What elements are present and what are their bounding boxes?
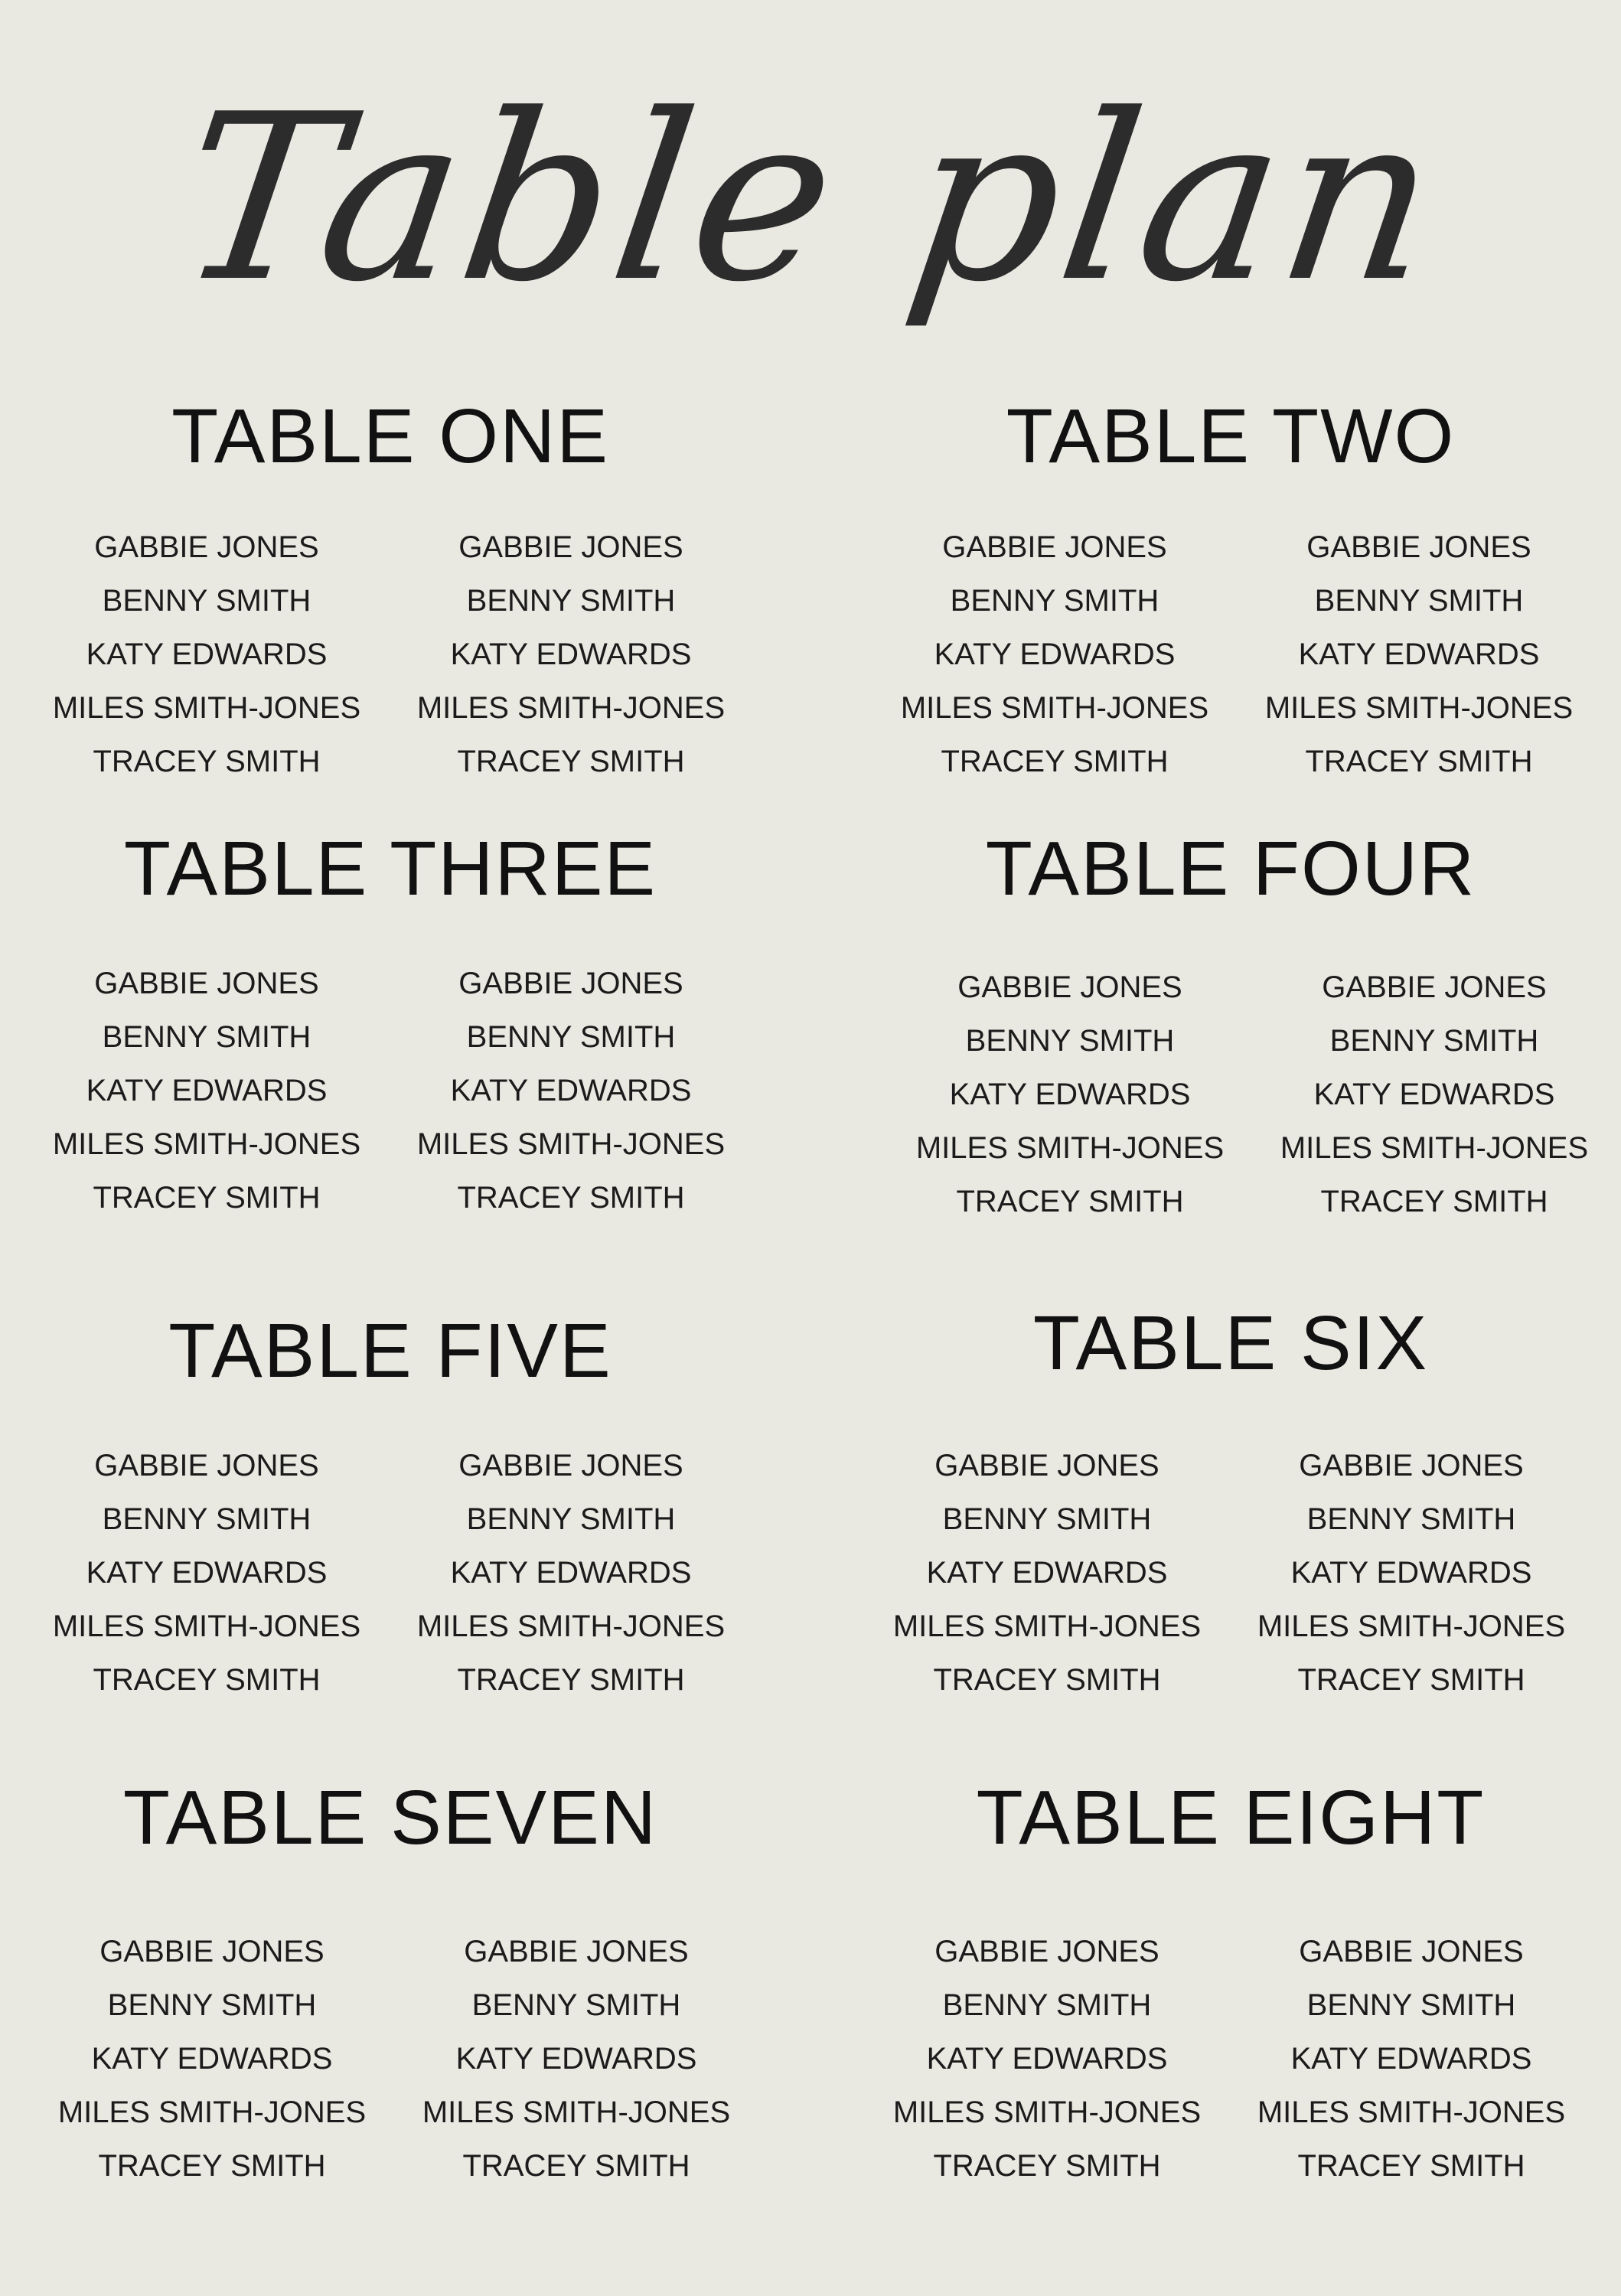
guest-name: KATY EDWARDS (926, 1556, 1168, 1590)
guest-name: KATY EDWARDS (1290, 2042, 1532, 2076)
guest-name: BENNY SMITH (466, 1502, 676, 1536)
guest-column-right (389, 520, 753, 788)
guest-name: BENNY SMITH (965, 1024, 1175, 1058)
guest-column-left (865, 1925, 1229, 2193)
guest-name: MILES SMITH-JONES (416, 691, 726, 725)
guest-name: GABBIE JONES (1299, 1449, 1524, 1482)
guest-name: BENNY SMITH (942, 1988, 1152, 2022)
guest-name: KATY EDWARDS (450, 638, 692, 671)
guest-name: GABBIE JONES (957, 970, 1182, 1004)
guest-column-left (865, 1439, 1229, 1707)
guest-name: MILES SMITH-JONES (416, 1609, 726, 1643)
table-block (8, 1305, 773, 1718)
guest-name: TRACEY SMITH (933, 1663, 1161, 1697)
guest-name: MILES SMITH-JONES (422, 2095, 731, 2129)
guest-name: BENNY SMITH (1329, 1024, 1539, 1058)
guest-name: GABBIE JONES (94, 530, 319, 564)
guest-column-left (888, 960, 1252, 1228)
guest-name: GABBIE JONES (934, 1449, 1159, 1482)
guest-name: MILES SMITH-JONES (900, 691, 1209, 725)
guest-column-left (24, 1439, 389, 1707)
table-heading: TABLE SEVEN (122, 1775, 658, 1861)
table-heading: TABLE FIVE (168, 1308, 612, 1394)
guest-name: BENNY SMITH (942, 1502, 1152, 1536)
guest-name: MILES SMITH-JONES (52, 1609, 361, 1643)
guest-name: TRACEY SMITH (457, 1663, 685, 1697)
guest-name: BENNY SMITH (1306, 1988, 1516, 2022)
guest-name: GABBIE JONES (99, 1935, 325, 1968)
table-heading: TABLE ONE (171, 393, 609, 479)
guest-column-right (1229, 1439, 1593, 1707)
guest-name: MILES SMITH-JONES (915, 1131, 1225, 1165)
guest-name: TRACEY SMITH (1305, 745, 1533, 778)
guest-name: TRACEY SMITH (98, 2149, 326, 2183)
guest-name: GABBIE JONES (458, 1449, 683, 1482)
guest-name: GABBIE JONES (94, 967, 319, 1000)
guest-column-left (872, 520, 1237, 788)
guest-name: MILES SMITH-JONES (892, 2095, 1202, 2129)
table-heading: TABLE TWO (1006, 393, 1456, 479)
guest-name: BENNY SMITH (1306, 1502, 1516, 1536)
guest-name: BENNY SMITH (102, 1502, 311, 1536)
guest-name: GABBIE JONES (1306, 530, 1531, 564)
guest-name: TRACEY SMITH (933, 2149, 1161, 2183)
table-heading: TABLE FOUR (985, 826, 1476, 912)
guest-name: KATY EDWARDS (455, 2042, 697, 2076)
guest-name: KATY EDWARDS (86, 638, 328, 671)
guest-column-right (389, 1439, 753, 1707)
table-heading: TABLE SIX (1032, 1300, 1429, 1386)
guest-column-right (389, 957, 753, 1225)
guest-column-right (1229, 1925, 1593, 2193)
guest-name: TRACEY SMITH (457, 745, 685, 778)
guest-name: TRACEY SMITH (93, 1181, 321, 1215)
guest-name: KATY EDWARDS (450, 1074, 692, 1107)
table-heading: TABLE EIGHT (976, 1775, 1486, 1861)
guest-name: BENNY SMITH (950, 584, 1159, 618)
guest-name: GABBIE JONES (1299, 1935, 1524, 1968)
guest-name: TRACEY SMITH (457, 1181, 685, 1215)
guest-column-left (24, 520, 389, 788)
guest-name: TRACEY SMITH (1320, 1185, 1548, 1218)
guest-name: KATY EDWARDS (91, 2042, 333, 2076)
guest-name: MILES SMITH-JONES (1280, 1131, 1589, 1165)
guest-name: KATY EDWARDS (86, 1074, 328, 1107)
guest-name: KATY EDWARDS (1313, 1078, 1555, 1111)
guest-name: KATY EDWARDS (949, 1078, 1191, 1111)
guest-name: KATY EDWARDS (926, 2042, 1168, 2076)
table-heading: TABLE THREE (123, 826, 657, 912)
guest-name: KATY EDWARDS (450, 1556, 692, 1590)
guest-name: MILES SMITH-JONES (1257, 1609, 1566, 1643)
guest-name: TRACEY SMITH (462, 2149, 690, 2183)
guest-name: GABBIE JONES (1322, 970, 1547, 1004)
guest-name: TRACEY SMITH (956, 1185, 1184, 1218)
guest-name: BENNY SMITH (466, 1020, 676, 1054)
table-block (848, 1772, 1613, 2185)
guest-name: BENNY SMITH (102, 1020, 311, 1054)
guest-name: GABBIE JONES (458, 530, 683, 564)
table-block (8, 390, 773, 804)
guest-name: GABBIE JONES (464, 1935, 689, 1968)
guest-name: TRACEY SMITH (1297, 2149, 1525, 2183)
guest-name: TRACEY SMITH (93, 745, 321, 778)
guest-name: KATY EDWARDS (1290, 1556, 1532, 1590)
guest-name: MILES SMITH-JONES (1257, 2095, 1566, 2129)
guest-name: MILES SMITH-JONES (57, 2095, 367, 2129)
guest-name: BENNY SMITH (102, 584, 311, 618)
table-block (8, 1772, 773, 2185)
guest-column-right (1237, 520, 1601, 788)
guest-name: TRACEY SMITH (1297, 1663, 1525, 1697)
guest-name: MILES SMITH-JONES (52, 1127, 361, 1161)
guest-column-left (30, 1925, 394, 2193)
page-title: Table plan (165, 65, 1456, 332)
table-block (848, 823, 1613, 1236)
guest-name: GABBIE JONES (934, 1935, 1159, 1968)
guest-name: MILES SMITH-JONES (1264, 691, 1574, 725)
table-block (848, 390, 1613, 804)
guest-column-left (24, 957, 389, 1225)
guest-name: TRACEY SMITH (941, 745, 1169, 778)
guest-name: BENNY SMITH (471, 1988, 681, 2022)
guest-name: GABBIE JONES (458, 967, 683, 1000)
guest-name: MILES SMITH-JONES (892, 1609, 1202, 1643)
guest-column-right (394, 1925, 758, 2193)
guest-name: MILES SMITH-JONES (416, 1127, 726, 1161)
guest-name: GABBIE JONES (94, 1449, 319, 1482)
guest-name: BENNY SMITH (107, 1988, 317, 2022)
guest-name: KATY EDWARDS (86, 1556, 328, 1590)
guest-name: BENNY SMITH (1314, 584, 1524, 618)
table-block (8, 823, 773, 1236)
table-block (848, 1297, 1613, 1711)
guest-name: KATY EDWARDS (1298, 638, 1540, 671)
guest-name: MILES SMITH-JONES (52, 691, 361, 725)
guest-column-right (1252, 960, 1616, 1228)
guest-name: GABBIE JONES (942, 530, 1167, 564)
guest-name: KATY EDWARDS (934, 638, 1176, 671)
guest-name: BENNY SMITH (466, 584, 676, 618)
guest-name: TRACEY SMITH (93, 1663, 321, 1697)
